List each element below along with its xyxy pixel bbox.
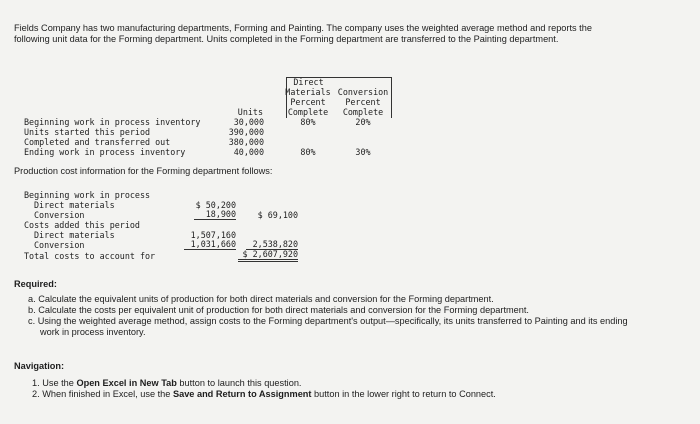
bwip-dm-value: $ 50,200 [195,200,236,210]
conv-header-1: Conversion [337,87,389,97]
step2-suffix: button in the lower right to return to Connect. [311,389,496,399]
row-label-ewip: Ending work in process inventory [24,147,186,157]
dm-header-2: Materials [285,87,331,97]
dm-header-1: Direct [293,77,324,87]
intro-paragraph: Fields Company has two manufacturing departments, Forming and Painting. The company uses the weighted average method and reports the following unit data for the Forming department. Units completed in the Forming department are transferred to the Painting department. [14,23,592,44]
total-value: $ 2,607,920 [238,249,298,262]
bwip-dm-label: Direct materials [34,200,115,210]
required-item-a: a. Calculate the equivalent units of production for both direct materials and conversion for the Forming department. [28,294,494,304]
step2-prefix: 2. When finished in Excel, use the [32,389,173,399]
units-header: Units [237,107,263,117]
row-units-ewip: 40,000 [233,147,264,157]
required-item-c: c. Using the weighted average method, assign costs to the Forming department's output—specifically, its units transferred to Painting and its ending work in process inventory. [28,316,628,337]
conv-header-2: Percent [345,97,381,107]
step1-suffix: button to launch this question. [176,378,302,388]
open-excel-reference: Open Excel in New Tab [76,378,177,388]
row-label-bwip: Beginning work in process inventory [24,117,201,127]
added-conv-label: Conversion [34,240,85,250]
required-list [28,294,628,338]
total-label: Total costs to account for [24,251,156,261]
added-conv-value: 1,031,660 [184,239,236,250]
added-dm-value: 1,507,160 [190,230,236,240]
required-item-b: b. Calculate the costs per equivalent unit of production for both direct materials and conversion for the Forming department. [28,305,529,315]
row-units-completed: 380,000 [228,137,264,147]
bwip-conv-value: 18,900 [194,209,236,220]
row-conv-ewip: 30% [355,147,371,157]
added-dm-label: Direct materials [34,230,115,240]
required-heading: Required: [14,279,57,289]
added-heading: Costs added this period [24,220,140,230]
row-label-completed: Completed and transferred out [24,137,171,147]
navigation-step-2 [32,389,496,400]
row-dm-bwip: 80% [300,117,316,127]
dm-header-3: Percent [290,97,326,107]
row-label-started: Units started this period [24,127,151,137]
conv-header-3: Complete [342,107,384,117]
row-conv-bwip: 20% [355,117,371,127]
row-dm-ewip: 80% [300,147,316,157]
row-units-started: 390,000 [228,127,264,137]
dm-header-4: Complete [287,107,329,117]
save-return-reference: Save and Return to Assignment [172,389,312,399]
bwip-total: $ 69,100 [257,210,298,220]
cost-intro: Production cost information for the Forming department follows: [14,166,273,176]
row-units-bwip: 30,000 [233,117,264,127]
bwip-conv-label: Conversion [34,210,85,220]
navigation-step-1 [32,378,302,389]
bwip-heading: Beginning work in process [24,190,151,200]
navigation-heading: Navigation: [14,361,65,371]
added-total: 2,538,820 [246,239,298,250]
step1-prefix: 1. Use the [32,378,77,388]
